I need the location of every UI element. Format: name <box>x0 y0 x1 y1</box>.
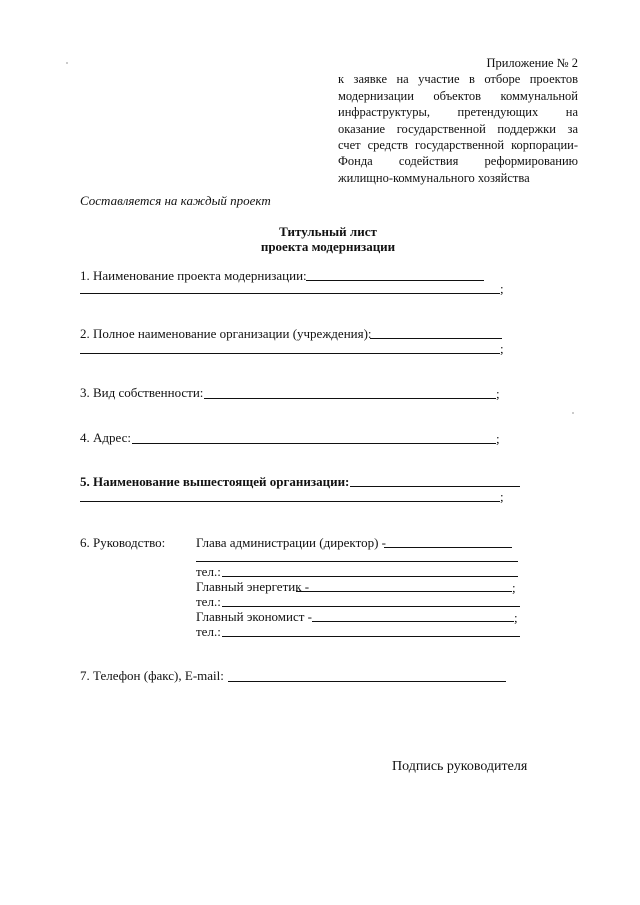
tel-input-2[interactable] <box>222 606 520 607</box>
scan-speck <box>66 62 68 64</box>
semicolon-2: ; <box>500 341 504 356</box>
note-each-project: Составляется на каждый проект <box>80 193 271 208</box>
page-title: Титульный лист <box>279 224 377 239</box>
field-label-project-name: 1. Наименование проекта модернизации: <box>80 268 307 283</box>
management-head-label: Глава администрации (директор) - <box>196 535 386 550</box>
project-name-input-line2[interactable] <box>80 293 500 294</box>
appendix-number: Приложение № 2 <box>486 56 578 70</box>
management-head-input[interactable] <box>384 547 512 548</box>
tel-label-1: тел.: <box>196 564 221 579</box>
appendix-line-1: к заявке на участие в отборе проектов <box>338 72 578 87</box>
field-label-parent-org: 5. Наименование вышестоящей организации: <box>80 474 350 489</box>
appendix-line-3: инфраструктуры, претендующих на <box>338 105 578 120</box>
semicolon-1: ; <box>500 281 504 296</box>
semicolon-6: ; <box>512 580 516 595</box>
field-label-address: 4. Адрес: <box>80 430 131 445</box>
semicolon-4: ; <box>496 431 500 446</box>
appendix-line-5: счет средств государственной корпорации- <box>338 138 578 153</box>
tel-input-1[interactable] <box>222 576 518 577</box>
org-name-input-line2[interactable] <box>80 353 500 354</box>
address-input[interactable] <box>132 443 496 444</box>
parent-org-input-line2[interactable] <box>80 501 500 502</box>
scan-speck <box>572 412 574 414</box>
field-label-phone: 7. Телефон (факс), E-mail: <box>80 668 224 683</box>
tel-label-2: тел.: <box>196 594 221 609</box>
project-name-input[interactable] <box>306 280 484 281</box>
energy-input[interactable] <box>296 591 512 592</box>
appendix-line-6: Фонда содействия реформированию <box>338 154 578 169</box>
management-head-input-line2[interactable] <box>196 561 518 562</box>
economist-label: Главный экономист - <box>196 609 312 624</box>
field-label-management: 6. Руководство: <box>80 535 166 550</box>
field-label-org-name: 2. Полное наименование организации (учреждения): <box>80 326 372 341</box>
energy-label: Главный энергетик - <box>196 579 310 594</box>
appendix-line-2: модернизации объектов коммунальной <box>338 88 578 103</box>
semicolon-7: ; <box>514 610 518 625</box>
parent-org-input[interactable] <box>350 486 520 487</box>
ownership-input[interactable] <box>204 398 496 399</box>
page-subtitle: проекта модернизации <box>260 239 396 254</box>
phone-input[interactable] <box>228 681 506 682</box>
field-label-ownership: 3. Вид собственности: <box>80 385 204 400</box>
appendix-line-7: жилищно-коммунального хозяйства <box>338 170 530 185</box>
tel-input-3[interactable] <box>222 636 520 637</box>
org-name-input[interactable] <box>370 338 502 339</box>
signature-label: Подпись руководителя <box>392 759 528 774</box>
economist-input[interactable] <box>312 621 514 622</box>
semicolon-3: ; <box>496 386 500 401</box>
appendix-line-4: оказание государственной поддержки за <box>338 121 578 136</box>
semicolon-5: ; <box>500 489 504 504</box>
appendix-block <box>338 55 578 186</box>
tel-label-3: тел.: <box>196 624 221 639</box>
